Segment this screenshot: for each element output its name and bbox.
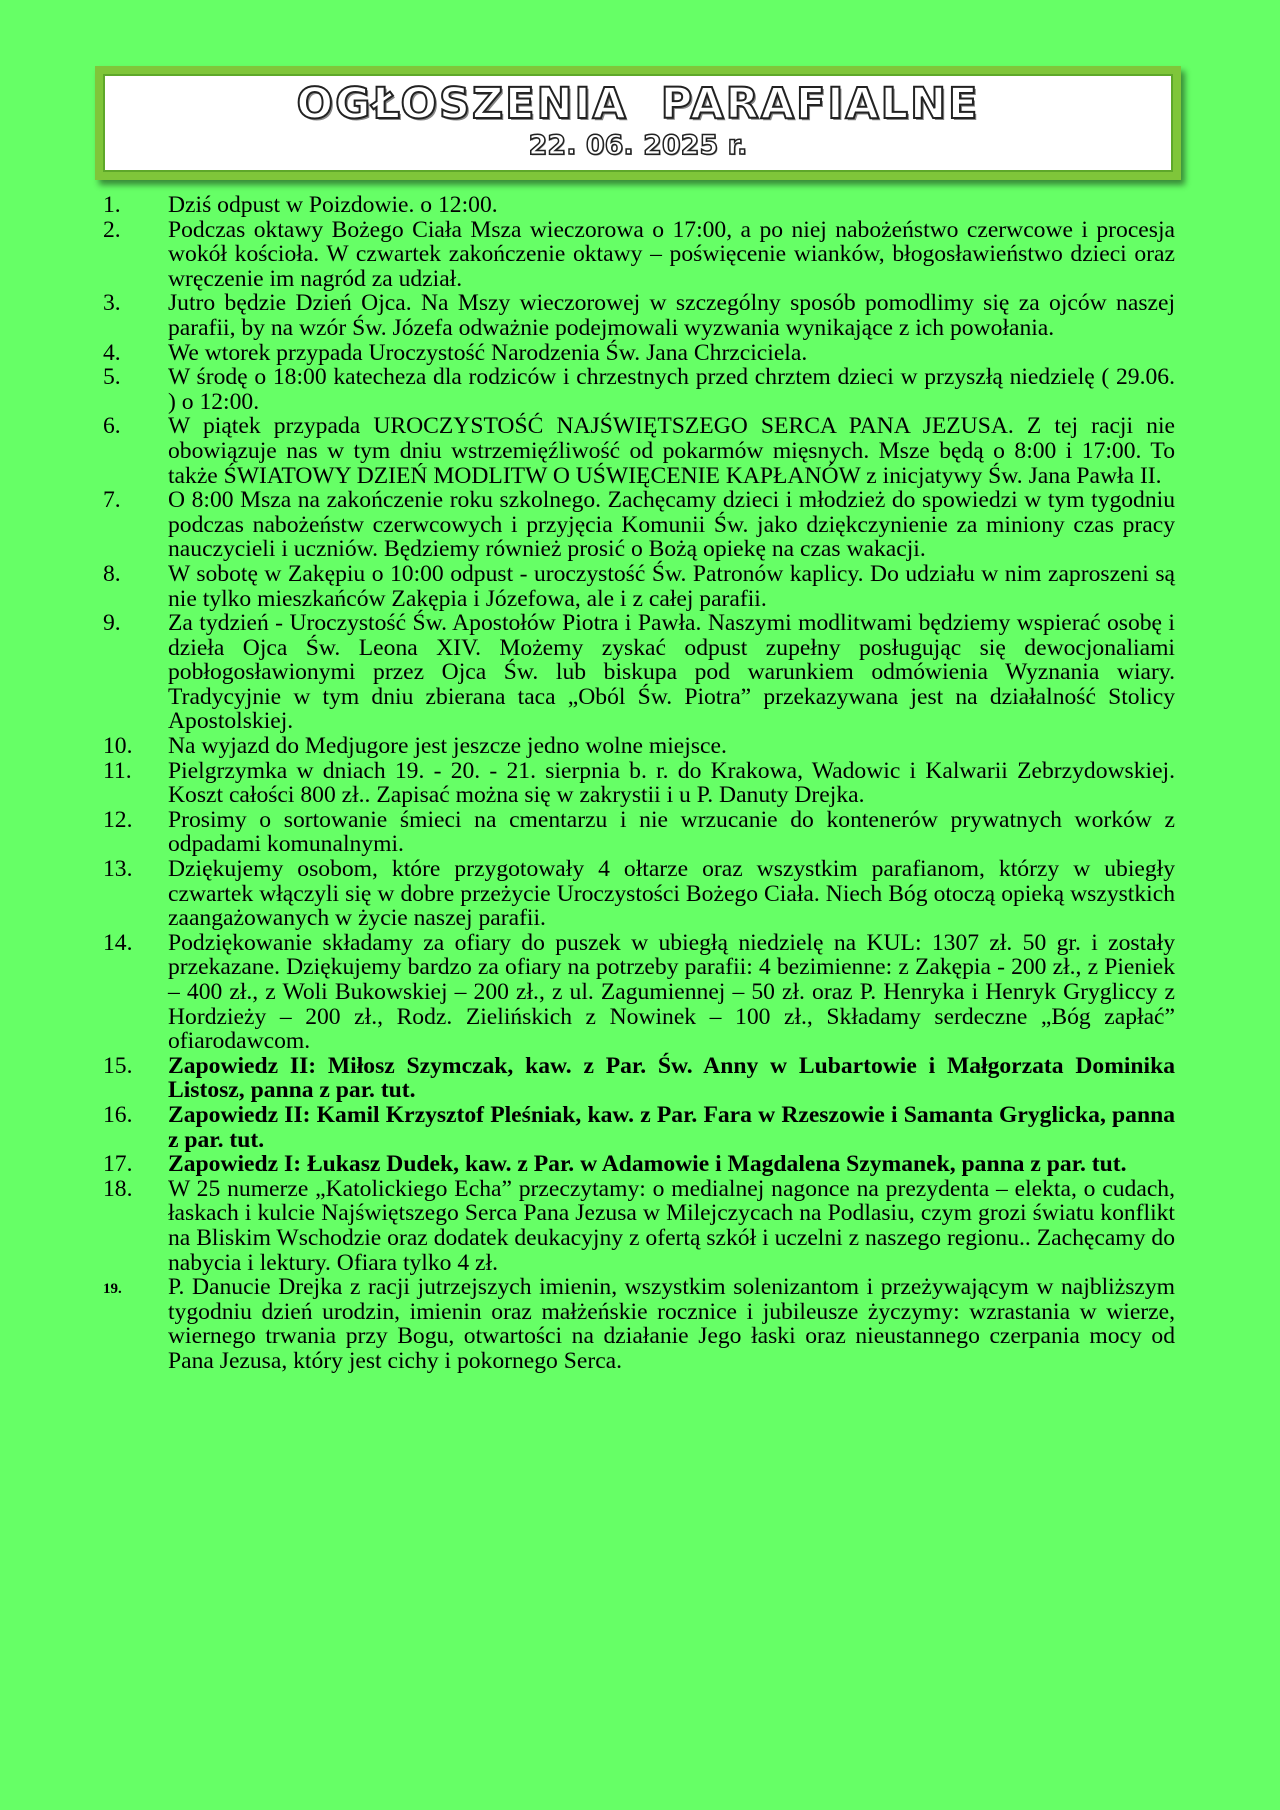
announcement-item	[103, 734, 1175, 759]
announcement-item	[103, 562, 1175, 611]
item-text: W środę o 18:00 katecheza dla rodziców i chrzestnych przed chrztem dzieci w przyszłą niedzielę ( 29.06. ) o 12:00.	[168, 364, 1175, 415]
announcement-item	[103, 488, 1175, 562]
item-number: 6.	[103, 413, 121, 440]
item-text: We wtorek przypada Uroczystość Narodzenia Św. Jana Chrzciciela.	[168, 339, 808, 366]
marriage-banns-item	[103, 1054, 1175, 1103]
item-number: 1.	[103, 192, 121, 218]
announcement-item	[103, 1275, 1175, 1373]
announcement-item	[103, 218, 1175, 292]
item-number: 4.	[103, 339, 121, 366]
announcement-item	[103, 759, 1175, 808]
item-text: W 25 numerze „Katolickiego Echa” przeczytamy: o medialnej nagonce na prezydenta – elekta, o cudach, łaskach i kulcie Najświętszego Serca Pana Jezusa w Milejczycach na Podlasiu, czym grozi światu konflikt na Bliskim Wschodzie oraz dodatek deukacyjny z ofertą szkół i uczelni z naszego regionu.. Zachęcamy do nabycia i lektury. Ofiara tylko 4 zł.	[168, 1175, 1175, 1276]
marriage-banns-item	[103, 1152, 1175, 1177]
item-text: W sobotę w Zakępiu o 10:00 odpust - uroczystość Św. Patronów kaplicy. Do udziału w nim zaproszeni są nie tylko mieszkańców Zakępia i Józefowa, ale i z całej parafii.	[168, 560, 1175, 612]
item-number: 3.	[103, 290, 121, 317]
announcement-item	[103, 611, 1175, 734]
announcement-item	[103, 341, 1175, 366]
item-number: 5.	[103, 364, 121, 391]
item-text: Za tydzień - Uroczystość Św. Apostołów Piotra i Pawła. Naszymi modlitwami będziemy wspierać osobę i dzieła Ojca Św. Leona XIV. Możemy zyskać odpust zupełny posługując się dewocjonaliami pobłogosławionymi przez Ojca Św. lub biskupa pod warunkiem odmówienia Wyznania wiary. Tradycyjnie w tym dniu zbierana taca „Oból Św. Piotra” przekazywana jest na działalność Stolicy Apostolskiej.	[168, 610, 1175, 735]
item-text: Prosimy o sortowanie śmieci na cmentarzu i nie wrzucanie do kontenerów prywatnych worków z odpadami komunalnymi.	[168, 806, 1175, 858]
item-text: Pielgrzymka w dniach 19. - 20. - 21. sierpnia b. r. do Krakowa, Wadowic i Kalwarii Zebrzydowskiej. Koszt całości 800 zł.. Zapisać można się w zakrystii i u P. Danuty Drejka.	[168, 757, 1175, 809]
announcement-item	[103, 193, 1175, 218]
item-text: O 8:00 Msza na zakończenie roku szkolnego. Zachęcamy dzieci i młodzież do spowiedzi w tym tygodniu podczas nabożeństw czerwcowych i przyjęcia Komunii Św. jako dziękczynienie za miniony czas pracy nauczycieli i uczniów. Będziemy również prosić o Bożą opiekę na czas wakacji.	[168, 487, 1175, 563]
header-banner	[95, 66, 1181, 180]
announcement-item	[103, 414, 1175, 488]
marriage-banns-item	[103, 1103, 1175, 1152]
item-text: Jutro będzie Dzień Ojca. Na Mszy wieczorowej w szczególny sposób pomodlimy się za ojców naszej parafii, by na wzór Św. Józefa odważnie podejmowali wyzwania wynikające z ich powołania.	[168, 290, 1175, 341]
item-text: Zapowiedz I: Łukasz Dudek, kaw. z Par. w Adamowie i Magdalena Szymanek, panna z par. tut.	[168, 1151, 1127, 1178]
page-date: 22. 06. 2025 r.	[528, 130, 748, 161]
item-number: 9.	[103, 610, 121, 637]
item-text: Zapowiedz II: Miłosz Szymczak, kaw. z Par. Św. Anny w Lubartowie i Małgorzata Dominika Listosz, panna z par. tut.	[168, 1052, 1175, 1104]
item-number: 13.	[103, 856, 133, 883]
announcement-item	[103, 1177, 1175, 1275]
item-text: W piątek przypada UROCZYSTOŚĆ NAJŚWIĘTSZEGO SERCA PANA JEZUSA. Z tej racji nie obowiązuje nas w tym dniu wstrzemięźliwość od pokarmów mięsnych. Msze będą o 8:00 i 17:00. To także ŚWIATOWY DZIEŃ MODLITW O UŚWIĘCENIE KAPŁANÓW z inicjatywy Św. Jana Pawła II.	[168, 413, 1175, 489]
item-number: 7.	[103, 487, 121, 514]
item-number: 8.	[103, 560, 121, 587]
item-number: 2.	[103, 216, 121, 243]
item-text: Zapowiedz II: Kamil Krzysztof Pleśniak, kaw. z Par. Fara w Rzeszowie i Samanta Gryglicka, panna z par. tut.	[168, 1101, 1175, 1153]
item-number: 17.	[103, 1151, 133, 1178]
item-number: 10.	[103, 733, 133, 760]
announcement-item	[103, 931, 1175, 1054]
item-text: Dziś odpust w Poizdowie. o 12:00.	[168, 192, 498, 218]
item-text: Dziękujemy osobom, które przygotowały 4 ołtarze oraz wszystkim parafianom, którzy w ubiegły czwartek włączyli się w dobre przeżycie Uroczystości Bożego Ciała. Niech Bóg otoczą opieką wszystkich zaangażowanych w życie naszej parafii.	[168, 856, 1175, 932]
item-text: Podziękowanie składamy za ofiary do puszek w ubiegłą niedzielę na KUL: 1307 zł. 50 gr. i zostały przekazane. Dziękujemy bardzo za ofiary na potrzeby parafii: 4 bezimienne: z Zakępia - 200 zł., z Pieniek – 400 zł., z Woli Bukowskiej – 200 zł., z ul. Zagumiennej – 50 zł. oraz P. Henryka i Henryk Grygliccy z Hordzieży – 200 zł., Rodz. Zielińskich z Nowinek – 100 zł., Składamy serdeczne „Bóg zapłać” ofiarodawcom.	[168, 929, 1175, 1055]
announcement-item	[103, 808, 1175, 857]
item-text: Podczas oktawy Bożego Ciała Msza wieczorowa o 17:00, a po niej nabożeństwo czerwcowe i procesja wokół kościoła. W czwartek zakończenie oktawy – poświęcenie wianków, błogosławieństwo dzieci oraz wręczenie im nagród za udział.	[168, 216, 1175, 292]
item-number: 18.	[103, 1175, 133, 1202]
item-number: 16.	[103, 1101, 133, 1128]
announcement-item	[103, 857, 1175, 931]
announcement-item	[103, 365, 1175, 414]
item-number: 14.	[103, 929, 133, 956]
item-text: P. Danucie Drejka z racji jutrzejszych imienin, wszystkim solenizantom i przeżywającym w najbliższym tygodniu dzień urodzin, imienin oraz małżeńskie rocznice i jubileusze życzymy: wzrastania w wierze, wiernego trwania przy Bogu, otwartości na działanie Jego łaski oraz nieustannego czerpania mocy od Pana Jezusa, który jest cichy i pokornego Serca.	[168, 1274, 1175, 1374]
item-number: 11.	[103, 757, 132, 784]
item-text: Na wyjazd do Medjugore jest jeszcze jedno wolne miejsce.	[168, 733, 727, 760]
page-title: OGŁOSZENIA PARAFIALNE	[296, 79, 980, 129]
item-number: 19.	[103, 1281, 122, 1298]
item-number: 15.	[103, 1052, 133, 1079]
announcement-item	[103, 291, 1175, 340]
item-number: 12.	[103, 806, 133, 833]
announcements-list	[103, 193, 1175, 1374]
